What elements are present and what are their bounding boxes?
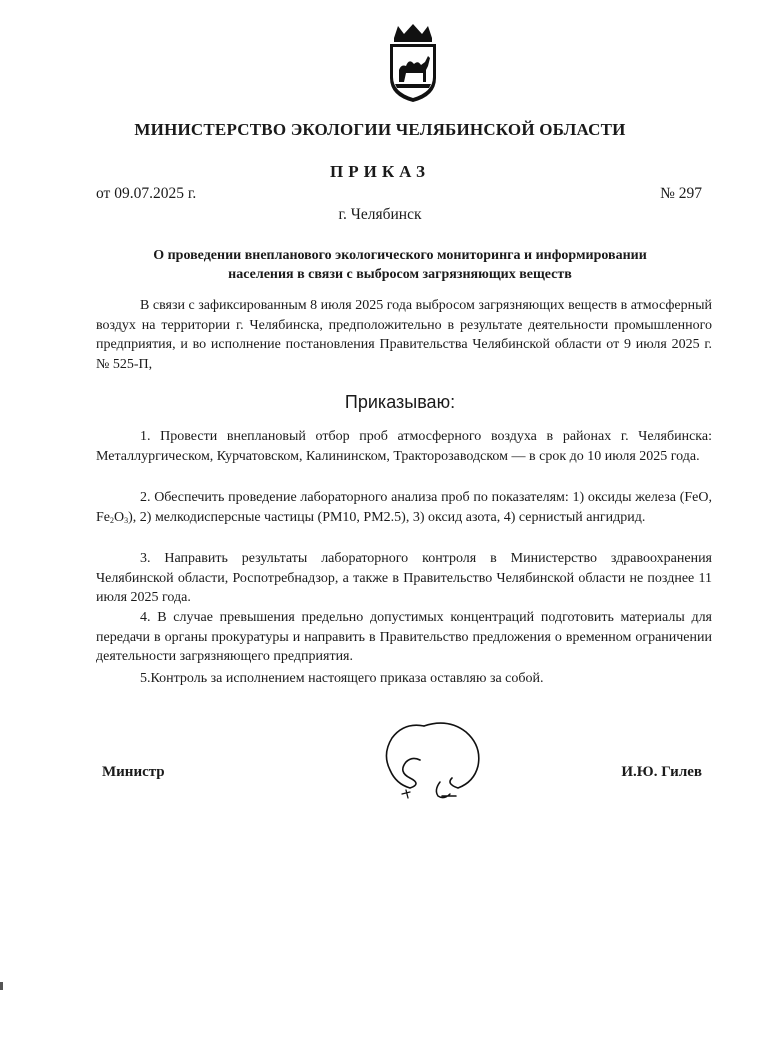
subscript-2: 2 — [110, 515, 114, 525]
scan-edge-mark — [0, 982, 3, 990]
order-item-1: 1. Провести внеплановый отбор проб атмосферного воздуха в районах г. Челябинска: Металлургическом, Курчатовском, Калининском, Тракторозаводском — в срок до 10 июля 2025 года. — [96, 429, 712, 464]
order-item-2-text-c: ), 2) мелкодисперсные частицы (PM10, PM2.5), 3) оксид азота, 4) сернистый ангидрид. — [128, 509, 646, 525]
signer-name: И.Ю. Гилев — [621, 764, 702, 780]
order-date: от 09.07.2025 г. — [96, 185, 197, 202]
signer-role: Министр — [102, 764, 165, 780]
ministry-name: МИНИСТЕРСТВО ЭКОЛОГИИ ЧЕЛЯБИНСКОЙ ОБЛАСТИ — [134, 120, 626, 139]
document-type: ПРИКАЗ — [330, 162, 430, 181]
order-item-2-text-b: O — [114, 509, 125, 525]
order-item-2-text-a: 2. Обеспечить проведение лабораторного анализа проб по показателям: 1) оксиды железа (FeO, Fe — [96, 490, 712, 525]
order-item-3: 3. Направить результаты лабораторного контроля в Министерство здравоохранения Челябинской области, Роспотребнадзор, а также в Правительство Челябинской области не позднее 11 июля 2025 года. — [96, 551, 712, 605]
order-number: № 297 — [660, 185, 702, 202]
coat-of-arms-icon — [384, 22, 442, 104]
order-subject: О проведении внепланового экологического мониторинга и информировании населения в связи с выбросом загрязняющих веществ — [153, 248, 647, 282]
city: г. Челябинск — [338, 206, 422, 223]
preamble-paragraph: В связи с зафиксированным 8 июля 2025 года выбросом загрязняющих веществ в атмосферный воздух на территории г. Челябинска, предположительно в результате деятельности промышленного предприятия, и во исполнение постановления Правительства Челябинской области от 9 июля 2025 г. № 525-П, — [96, 298, 712, 372]
order-item-2 — [96, 488, 712, 530]
subscript-3: 3 — [124, 515, 129, 525]
decree-heading: Приказываю: — [344, 392, 456, 412]
signature-icon — [380, 712, 490, 804]
order-item-5: 5.Контроль за исполнением настоящего приказа оставляю за собой. — [140, 671, 544, 686]
order-item-4: 4. В случае превышения предельно допустимых концентраций подготовить материалы для передачи в органы прокуратуры и направить в Правительство предложения о временном ограничении деятельности загрязняющего предприятия. — [96, 610, 712, 664]
